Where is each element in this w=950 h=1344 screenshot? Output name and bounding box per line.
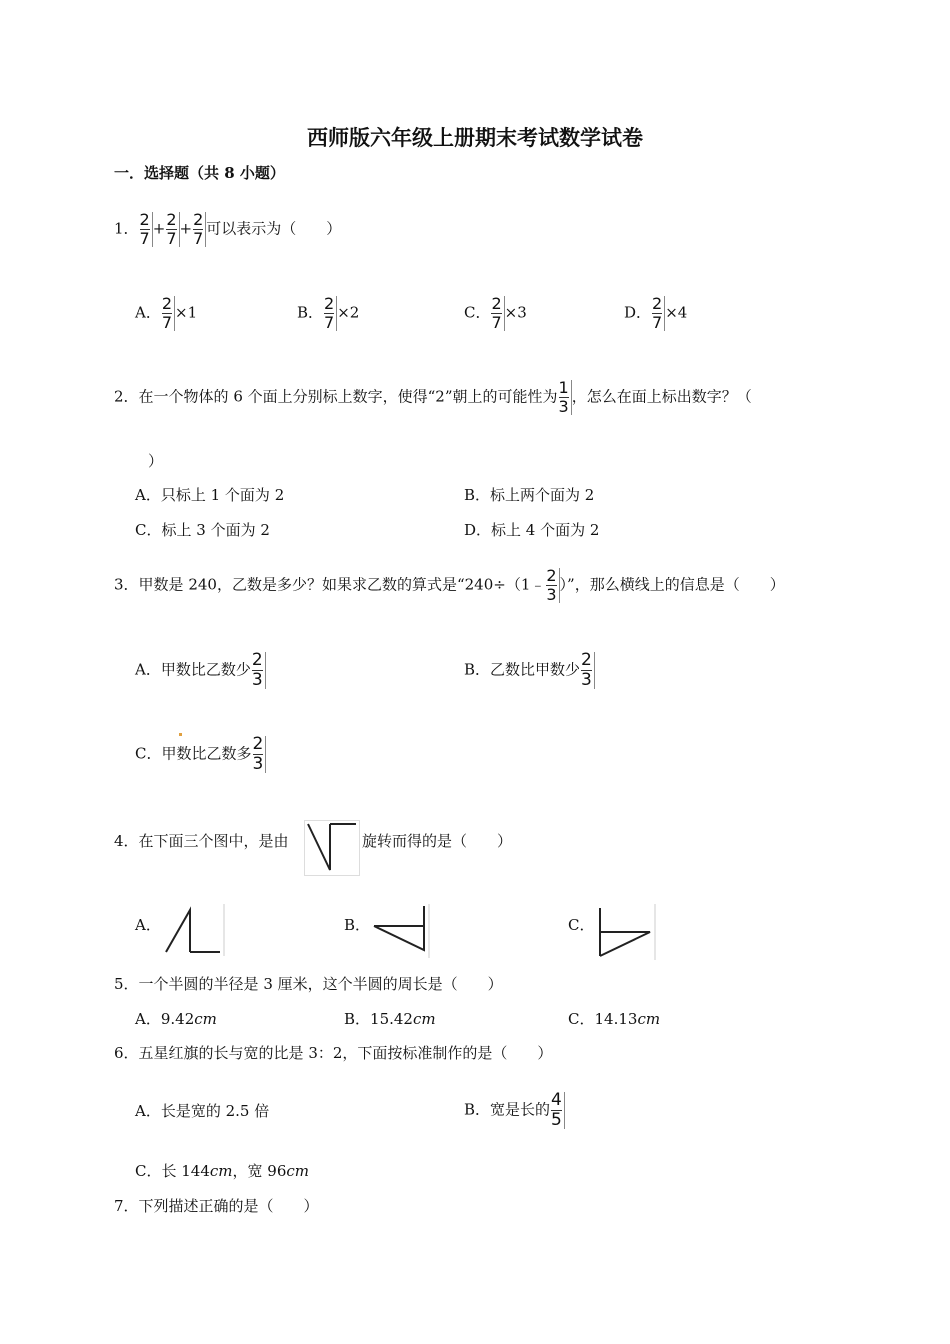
q6-option-c[interactable]: C．长 144cm，宽 96cm [135, 1162, 309, 1180]
fraction: $\frac{2}{7}$ [165, 212, 179, 247]
question-text: ，怎么在面上标出数字？（ [571, 387, 752, 406]
question-7 [114, 1199, 319, 1214]
q1-option-c[interactable]: C． $\frac{2}{7}$ ×3 [464, 294, 527, 332]
q4-option-a-label[interactable]: A． [135, 916, 161, 934]
plus-sign: + [152, 219, 166, 238]
question-text: 五星红旗的长与宽的比是 3：2，下面按标准制作的是（ ） [138, 1044, 553, 1062]
question-text: ）”，那么横线上的信息是（ ） [559, 575, 785, 594]
q1-option-a[interactable]: A． $\frac{2}{7}$ ×1 [135, 294, 198, 332]
q5-option-c[interactable]: C．14.13cm [568, 1010, 661, 1028]
q5-option-a[interactable]: A．9.42cm [135, 1010, 217, 1028]
q2-option-c[interactable]: C．标上 3 个面为 2 [135, 521, 270, 539]
question-3 [114, 568, 785, 603]
q3-option-a[interactable]: A．甲数比乙数少 $\frac{2}{3}$ [135, 652, 266, 689]
q4-option-a-figure[interactable] [160, 902, 226, 958]
question-text: 甲数是 240，乙数是多少？如果求乙数的算式是“240÷（1﹣ [138, 575, 546, 594]
question-number: 4． [114, 832, 139, 850]
q6-option-a[interactable]: A．长是宽的 2.5 倍 [135, 1102, 270, 1120]
page-title: 西师版六年级上册期末考试数学试卷 [307, 125, 643, 150]
q4-option-b-label[interactable]: B． [344, 916, 371, 934]
q3-option-b[interactable]: B．乙数比甲数少 $\frac{2}{3}$ [464, 652, 595, 689]
question-5 [114, 977, 503, 992]
fraction: $\frac{2}{7}$ [139, 212, 153, 247]
question-2 [114, 380, 752, 415]
q5-option-b[interactable]: B．15.42cm [344, 1010, 436, 1028]
question-6 [114, 1046, 552, 1061]
fraction: $\frac{2}{7}$ [192, 212, 206, 247]
section-header: 一．选择题（共 8 小题） [114, 164, 285, 182]
question-4 [114, 834, 289, 849]
fraction: $\frac{1}{3}$ [558, 380, 572, 415]
plus-sign: + [179, 219, 193, 238]
question-number: 1． [114, 219, 139, 238]
question-number: 3． [114, 575, 139, 594]
question-number: 2． [114, 387, 139, 406]
question-number: 6． [114, 1044, 139, 1062]
q2-option-a[interactable]: A．只标上 1 个面为 2 [135, 486, 285, 504]
q1-option-b[interactable]: B． $\frac{2}{7}$ ×2 [297, 294, 360, 332]
question-text: 下列描述正确的是（ ） [138, 1197, 319, 1215]
q1-option-d[interactable]: D． $\frac{2}{7}$ ×4 [624, 294, 688, 332]
q4-option-b-figure[interactable] [368, 902, 432, 960]
closing-paren: ） [148, 452, 164, 470]
question-text: 可以表示为（ ） [206, 219, 342, 238]
question-text: 一个半圆的半径是 3 厘米，这个半圆的周长是（ ） [138, 975, 503, 993]
q2-option-d[interactable]: D．标上 4 个面为 2 [464, 521, 600, 539]
question-number: 7． [114, 1197, 139, 1215]
q6-option-b[interactable]: B．宽是长的 $\frac{4}{5}$ [464, 1092, 565, 1129]
q4-option-c-figure[interactable] [592, 902, 658, 962]
q4-option-c-label[interactable]: C． [568, 916, 595, 934]
question-text: 在下面三个图中，是由 [138, 832, 289, 850]
question-number: 5． [114, 975, 139, 993]
q3-option-c[interactable]: C．甲数比乙数多 $\frac{2}{3}$ [135, 736, 266, 773]
q2-option-b[interactable]: B．标上两个面为 2 [464, 486, 595, 504]
question-1 [114, 212, 341, 247]
fraction: $\frac{2}{3}$ [545, 568, 559, 603]
question-text: 在一个物体的 6 个面上分别标上数字，使得“2”朝上的可能性为 [138, 387, 558, 406]
reference-figure [304, 820, 362, 876]
question-text: 旋转而得的是（ ） [362, 832, 513, 850]
